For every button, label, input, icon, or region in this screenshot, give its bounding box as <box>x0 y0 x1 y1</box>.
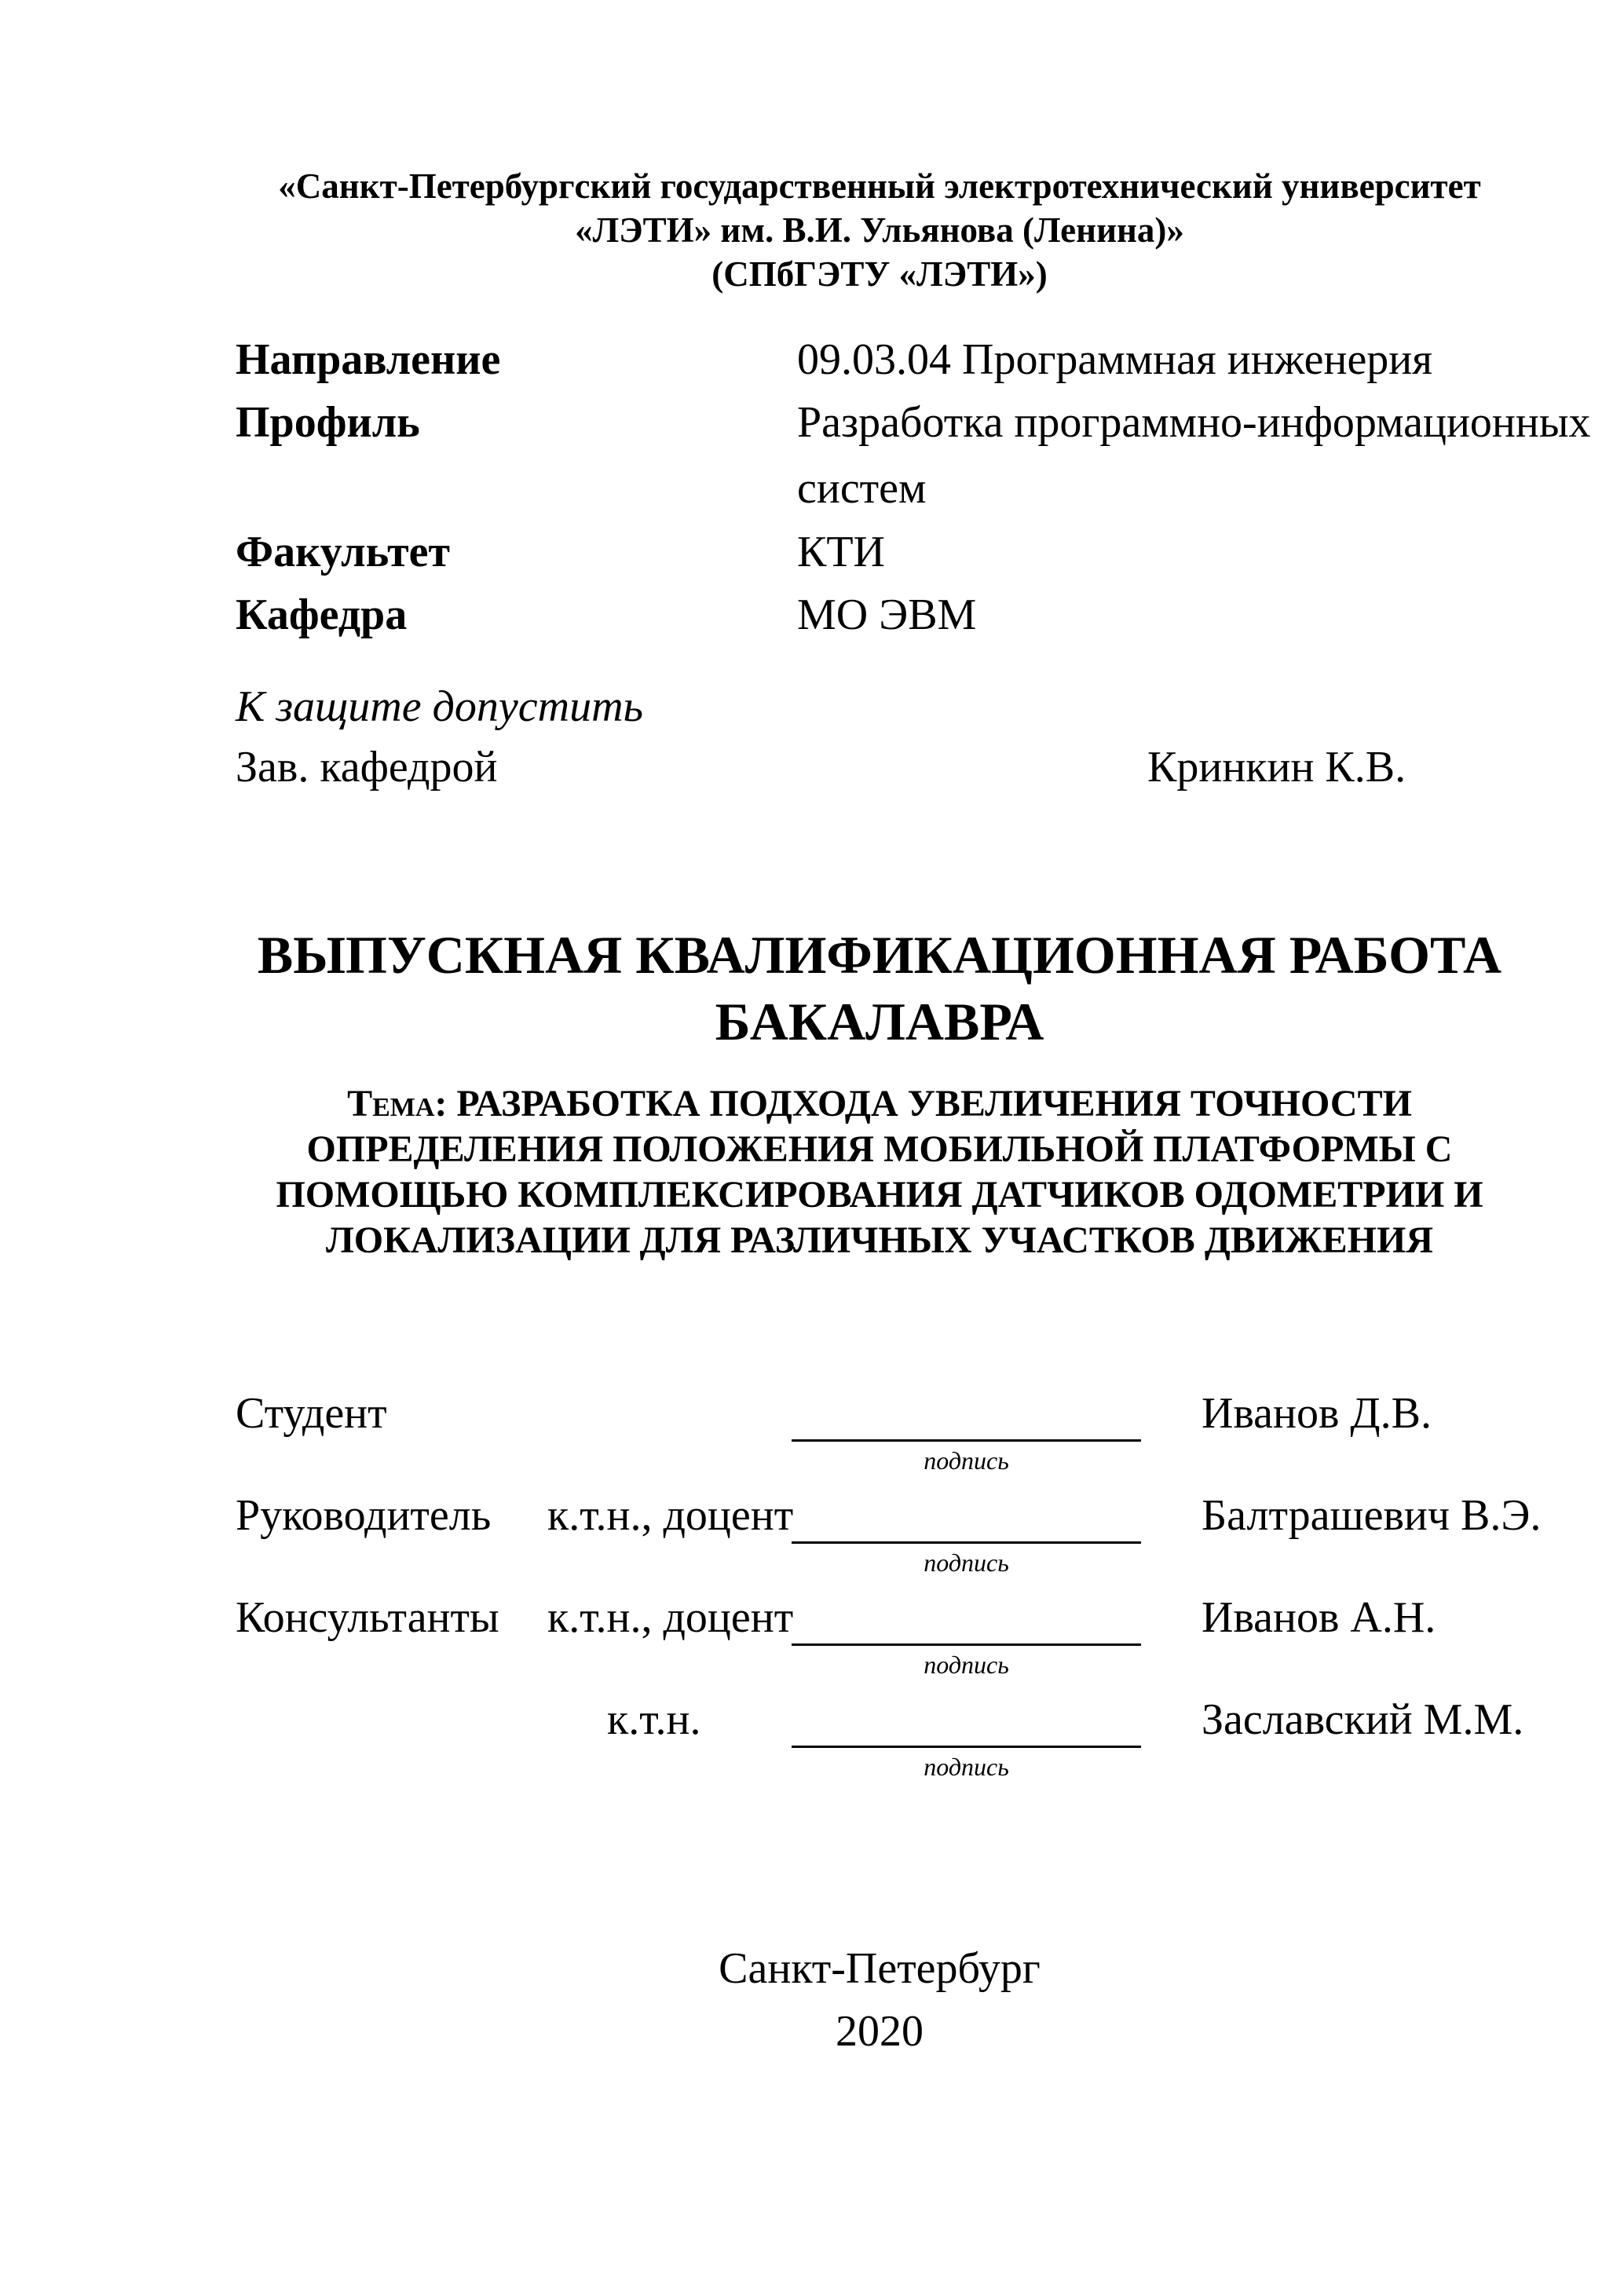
footer-year: 2020 <box>836 2007 924 2056</box>
theme-line-4: ЛОКАЛИЗАЦИИ ДЛЯ РАЗЛИЧНЫХ УЧАСТКОВ ДВИЖЕНИЯ <box>325 1219 1434 1261</box>
student-signature-line <box>792 1439 1141 1442</box>
consultant-1-signature-caption: подпись <box>924 1651 1009 1679</box>
university-header <box>236 164 1523 296</box>
thesis-title-line-1: ВЫПУСКНАЯ КВАЛИФИКАЦИОННАЯ РАБОТА <box>257 925 1502 985</box>
admission-phrase: К защите допустить <box>236 682 644 731</box>
signature-row-supervisor <box>236 1492 1586 1594</box>
profile-value-line-1: Разработка программно-информационных <box>797 398 1591 447</box>
department-label: Кафедра <box>236 590 408 639</box>
student-name: Иванов Д.В. <box>1202 1389 1432 1438</box>
supervisor-signature-line <box>792 1541 1141 1544</box>
supervisor-name: Балтрашевич В.Э. <box>1202 1491 1542 1540</box>
signature-row-consultant-1 <box>236 1594 1586 1696</box>
student-signature-caption: подпись <box>924 1446 1009 1475</box>
consultant-1-degree: к.т.н., доцент <box>547 1593 794 1642</box>
signature-row-student <box>236 1390 1586 1492</box>
department-head-label: Зав. кафедрой <box>236 743 498 792</box>
theme-line-1 <box>236 1081 1523 1127</box>
thesis-title <box>236 922 1523 1055</box>
thesis-title-line-2: БАКАЛАВРА <box>715 992 1044 1051</box>
footer-city: Санкт-Петербург <box>719 1944 1041 1993</box>
consultant-2-degree: к.т.н. <box>607 1695 701 1744</box>
faculty-label: Факультет <box>236 528 450 576</box>
direction-label: Направление <box>236 335 501 384</box>
consultant-2-signature-line <box>792 1746 1141 1748</box>
theme-prefix: Тема: <box>347 1083 448 1124</box>
supervisor-role-label: Руководитель <box>236 1491 492 1540</box>
university-name-line-3: (СПбГЭТУ «ЛЭТИ») <box>711 254 1048 294</box>
thesis-theme <box>236 1081 1523 1263</box>
direction-value: 09.03.04 Программная инженерия <box>797 335 1433 384</box>
supervisor-degree: к.т.н., доцент <box>547 1491 794 1540</box>
theme-line-3: ПОМОЩЬЮ КОМПЛЕКСИРОВАНИЯ ДАТЧИКОВ ОДОМЕТРИИ И <box>276 1174 1483 1216</box>
supervisor-signature-caption: подпись <box>924 1548 1009 1577</box>
footer <box>236 1937 1523 2063</box>
university-name-line-2: «ЛЭТИ» им. В.И. Ульянова (Ленина)» <box>575 210 1184 250</box>
consultant-1-signature-line <box>792 1643 1141 1646</box>
profile-value <box>797 389 1591 521</box>
profile-label: Профиль <box>236 398 420 447</box>
university-name-line-1: «Санкт-Петербургский государственный электротехнический университет <box>278 166 1481 206</box>
theme-line-2: ОПРЕДЕЛЕНИЯ ПОЛОЖЕНИЯ МОБИЛЬНОЙ ПЛАТФОРМЫ С <box>306 1128 1453 1170</box>
consultant-2-signature-caption: подпись <box>924 1753 1009 1781</box>
department-value: МО ЭВМ <box>797 590 977 639</box>
department-head-name: Кринкин К.В. <box>1147 743 1406 792</box>
consultant-1-name: Иванов А.Н. <box>1202 1593 1436 1642</box>
consultants-role-label: Консультанты <box>236 1593 499 1642</box>
faculty-value: КТИ <box>797 528 885 576</box>
theme-line-1-text: РАЗРАБОТКА ПОДХОДА УВЕЛИЧЕНИЯ ТОЧНОСТИ <box>456 1083 1412 1124</box>
signature-row-consultant-2 <box>236 1696 1586 1798</box>
student-role-label: Студент <box>236 1389 387 1438</box>
consultant-2-name: Заславский М.М. <box>1202 1695 1524 1744</box>
profile-value-line-2: систем <box>797 464 927 513</box>
